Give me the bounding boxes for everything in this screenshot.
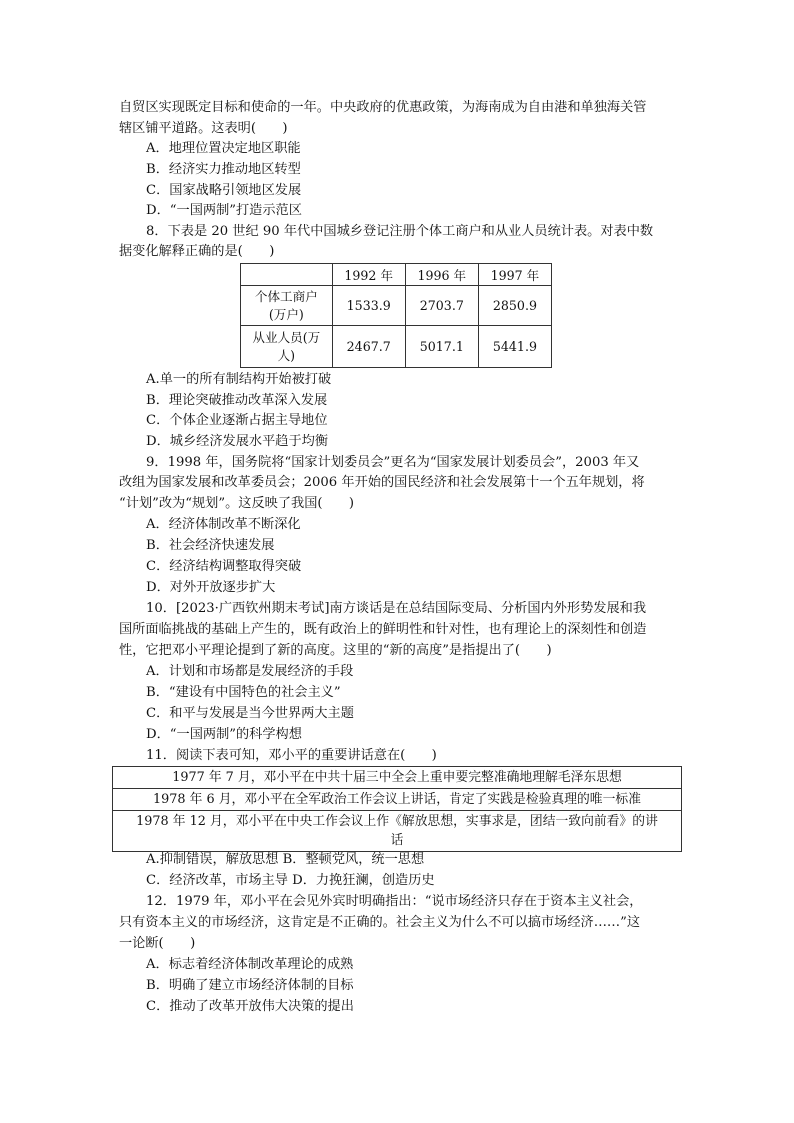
table-row <box>113 767 682 789</box>
q9-option-d: D．对外开放逐步扩大 <box>146 580 276 595</box>
q8-statistics-table <box>240 263 552 368</box>
row-label <box>241 286 333 326</box>
table-cell-line: 1978 年 12 月，邓小平在中央工作会议上作《解放思想，实事求是，团结一致向前看》的讲 <box>136 814 658 829</box>
q8-option-a: A.单一的所有制结构开始被打破 <box>146 372 332 387</box>
q10-stem-line-3: 性，它把邓小平理论提到了新的高度。这里的“新的高度”是指提出了( ) <box>119 643 552 658</box>
q12-option-a: A．标志着经济体制改革理论的成熟 <box>146 957 354 972</box>
q8-option-d: D．城乡经济发展水平趋于均衡 <box>146 434 329 449</box>
table-row <box>241 326 552 368</box>
q10-option-c: C．和平与发展是当今世界两大主题 <box>146 706 354 721</box>
q8-option-b: B．理论突破推动改革深入发展 <box>146 393 328 408</box>
table-row <box>113 811 682 852</box>
table-cell: 1977 年 7 月，邓小平在中共十届三中全会上重申要完整准确地理解毛泽东思想 <box>113 767 682 789</box>
q8-option-c: C．个体企业逐渐占据主导地位 <box>146 413 328 428</box>
q7-option-a: A．地理位置决定地区职能 <box>146 141 301 156</box>
row-label-line: (万户) <box>268 306 304 322</box>
q7-stem-line-2: 辖区铺平道路。这表明( ) <box>119 121 288 136</box>
table-cell-line: 话 <box>390 833 404 848</box>
q10-option-a: A．计划和市场都是发展经济的手段 <box>146 664 354 679</box>
table-header-cell <box>241 264 333 286</box>
q9-option-b: B．社会经济快速发展 <box>146 538 275 553</box>
q11-stem: 11．阅读下表可知，邓小平的重要讲话意在( ) <box>146 748 437 763</box>
row-label-line: 个体工商户 <box>254 288 318 304</box>
table-row <box>113 789 682 811</box>
table-cell: 2850.9 <box>478 286 551 326</box>
q9-stem-line-1: 9．1998 年，国务院将“国家计划委员会”更名为“国家发展计划委员会”，2003 年又 <box>146 455 640 470</box>
q7-option-b: B．经济实力推动地区转型 <box>146 162 301 177</box>
table-cell: 5441.9 <box>478 326 551 368</box>
table-cell: 2703.7 <box>405 286 478 326</box>
q11-options-line-2: C．经济改革，市场主导 D．力挽狂澜，创造历史 <box>146 873 435 888</box>
row-label-line: 从业人员(万 <box>252 329 321 345</box>
q7-option-d: D．“一国两制”打造示范区 <box>146 203 302 218</box>
q12-stem-line-2: 只有资本主义的市场经济，这肯定是不正确的。社会主义为什么不可以搞市场经济……”这 <box>119 915 641 930</box>
q8-stem-line-1: 8．下表是 20 世纪 90 年代中国城乡登记注册个体工商户和从业人员统计表。对表中数 <box>146 224 654 239</box>
table-cell <box>113 811 682 852</box>
table-cell: 5017.1 <box>405 326 478 368</box>
table-cell: 2467.7 <box>332 326 405 368</box>
table-header-cell: 1992 年 <box>332 264 405 286</box>
q12-stem-line-1: 12．1979 年，邓小平在会见外宾时明确指出：“说市场经济只存在于资本主义社会， <box>146 894 643 909</box>
q10-stem-line-2: 国所面临挑战的基础上产生的，既有政治上的鲜明性和针对性，也有理论上的深刻性和创造 <box>119 622 647 637</box>
q12-option-b: B．明确了建立市场经济体制的目标 <box>146 978 354 993</box>
q7-option-c: C．国家战略引领地区发展 <box>146 183 302 198</box>
q10-stem-line-1: 10．[2023·广西钦州期末考试]南方谈话是在总结国际变局、分析国内外形势发展和我 <box>146 601 647 616</box>
row-label <box>241 326 333 368</box>
q8-stem-line-2: 据变化解释正确的是( ) <box>119 244 275 259</box>
q12-stem-line-3: 一论断( ) <box>119 936 196 951</box>
table-row <box>241 286 552 326</box>
q9-stem-line-2: 改组为国家发展和改革委员会；2006 年开始的国民经济和社会发展第十一个五年规划，将 <box>119 475 645 490</box>
q11-options-line-1: A.抑制错误，解放思想 B．整顿党风，统一思想 <box>146 852 425 867</box>
q11-speech-table <box>112 766 682 852</box>
q9-stem-line-3: “计划”改为“规划”。这反映了我国( ) <box>119 496 355 511</box>
q12-option-c: C．推动了改革开放伟大决策的提出 <box>146 999 354 1014</box>
q10-option-b: B．“建设有中国特色的社会主义” <box>146 685 341 700</box>
q10-option-d: D．“一国两制”的科学构想 <box>146 727 302 742</box>
table-cell: 1978 年 6 月，邓小平在全军政治工作会议上讲话，肯定了实践是检验真理的唯一标准 <box>113 789 682 811</box>
table-header-cell: 1996 年 <box>405 264 478 286</box>
q7-stem-line-1: 自贸区实现既定目标和使命的一年。中央政府的优惠政策，为海南成为自由港和单独海关管 <box>119 100 647 115</box>
q9-option-a: A．经济体制改革不断深化 <box>146 517 301 532</box>
row-label-line: 人) <box>277 347 296 363</box>
table-header-cell: 1997 年 <box>478 264 551 286</box>
table-header-row <box>241 264 552 286</box>
table-cell: 1533.9 <box>332 286 405 326</box>
q9-option-c: C．经济结构调整取得突破 <box>146 559 302 574</box>
